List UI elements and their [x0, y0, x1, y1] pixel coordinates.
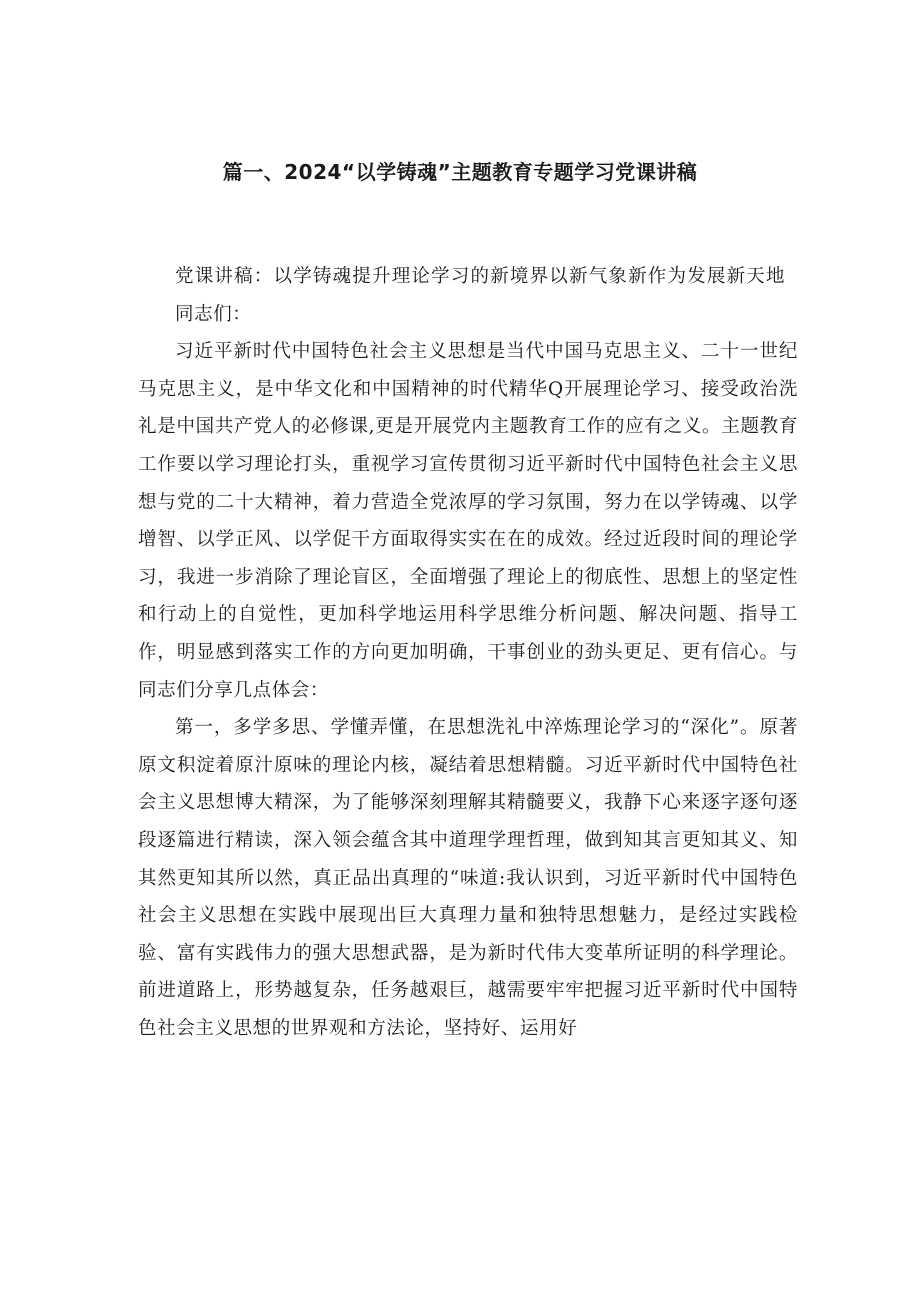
salutation: 同志们： — [175, 303, 252, 325]
paragraph-intro: 习近平新时代中国特色社会主义思想是当代中国马克思主义、二十一世纪马克思主义，是中华文化和中国精神的时代精华Q开展理论学习、接受政治洗礼是中国共产党人的必修课,更是开展党内主题教育工作的应有之义。主题教育工作要以学习理论打头，重视学习宣传贯彻习近平新时代中国特色社会主义思想与党的二十大精神，着力营造全党浓厚的学习氛围，努力在以学铸魂、以学增智、以学正风、以学促干方面取得实实在在的成效。经过近段时间的理论学习，我进一步消除了理论盲区，全面增强了理论上的彻底性、思想上的坚定性和行动上的自觉性，更加科学地运用科学思维分析问题、解决问题、指导工作，明显感到落实工作的方向更加明确，干事创业的劲头更足、更有信心。与同志们分享几点体会： — [138, 341, 798, 701]
paragraph-first-point: 第一，多学多思、学懂弄懂，在思想洗礼中淬炼理论学习的“深化”。原著原文积淀着原汁原味的理论内核，凝结着思想精髓。习近平新时代中国特色社会主义思想博大精深，为了能够深刻理解其精髓要义，我静下心来逐字逐句逐段逐篇进行精读，深入领会蕴含其中道理学理哲理，做到知其言更知其义、知其然更知其所以然，真正品出真理的“味道:我认识到，习近平新时代中国特色社会主义思想在实践中展现出巨大真理力量和独特思想魅力，是经过实践检验、富有实践伟力的强大思想武器，是为新时代伟大变革所证明的科学理论。前进道路上，形势越复杂，任务越艰巨，越需要牢牢把握习近平新时代中国特色社会主义思想的世界观和方法论，坚持好、运用好 — [138, 717, 798, 1039]
lecture-subtitle: 党课讲稿：以学铸魂提升理论学习的新境界以新气象新作为发展新天地 — [175, 266, 786, 287]
document-body — [138, 258, 798, 1047]
document-title: 篇一、2024“以学铸魂”主题教育专题学习党课讲稿 — [222, 160, 698, 184]
